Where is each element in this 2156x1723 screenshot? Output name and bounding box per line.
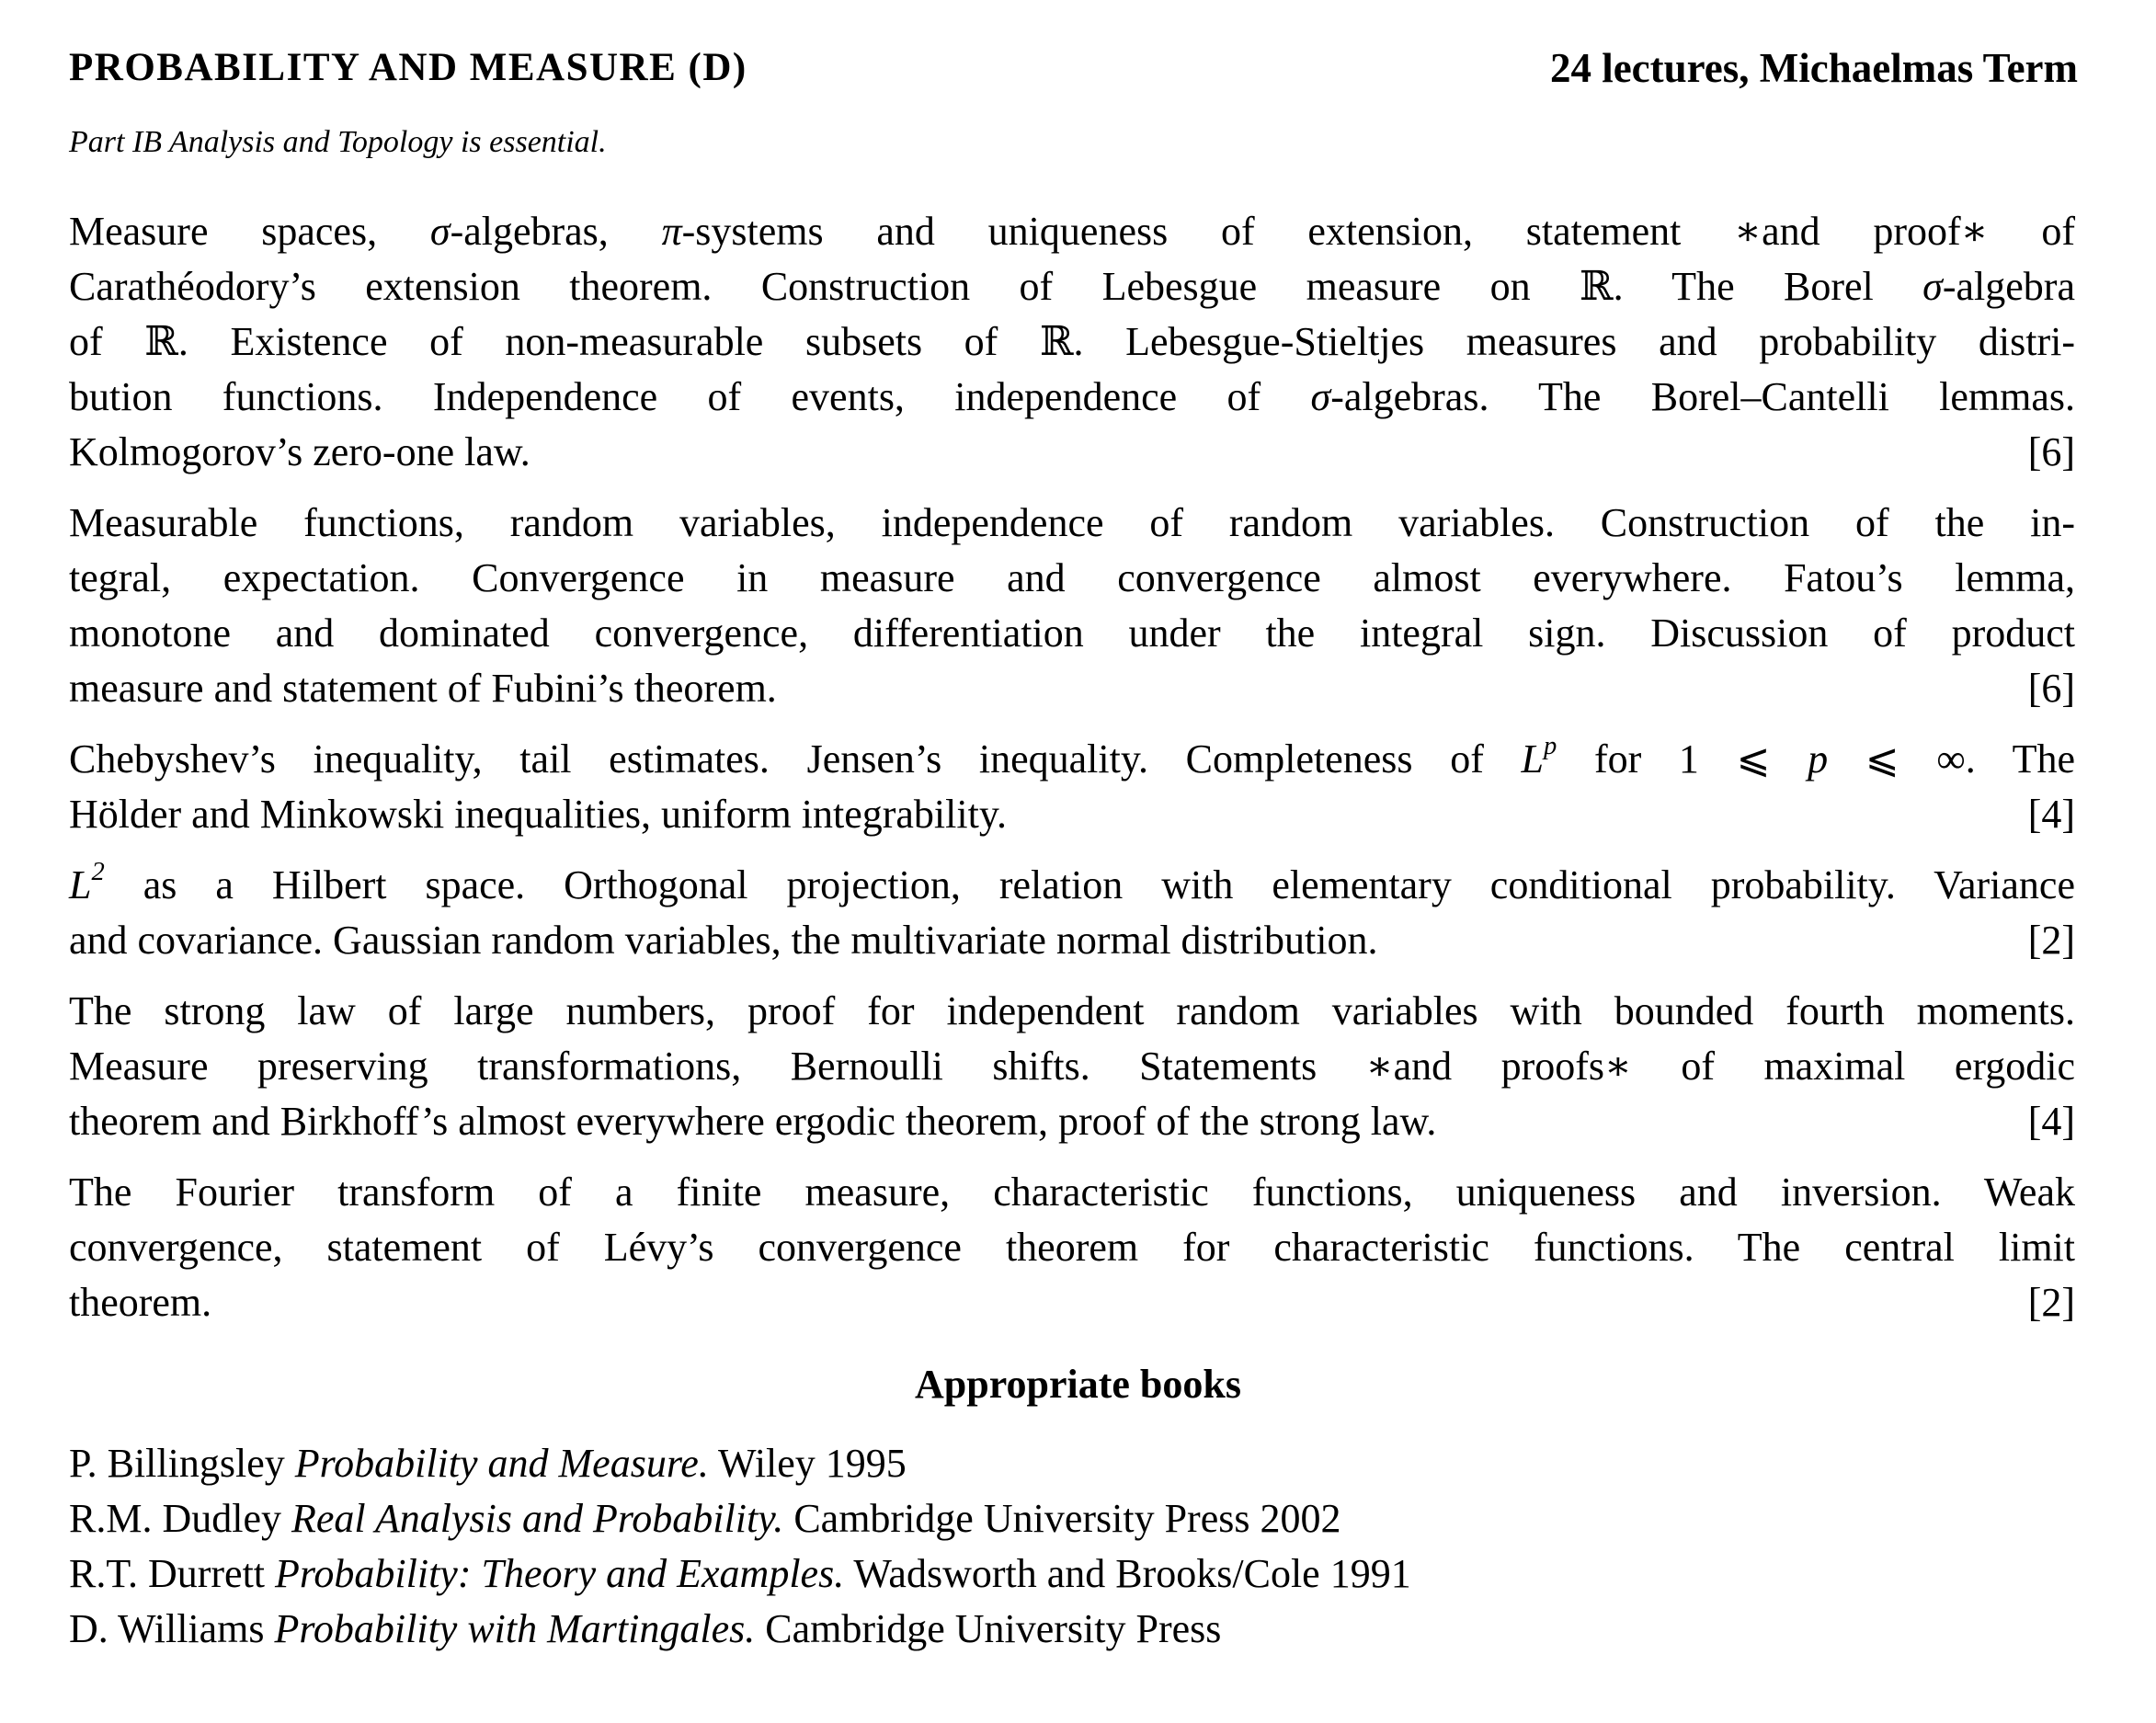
syllabus-line-text: theorem.: [69, 1280, 212, 1325]
lecture-count: [6]: [2027, 666, 2075, 711]
syllabus-line: [69, 1275, 2075, 1330]
book-publisher: Wadsworth and Brooks/Cole 1991: [844, 1551, 1411, 1596]
syllabus-line-text: measure and statement of Fubini’s theorem.: [69, 666, 777, 711]
syllabus-line: [69, 314, 2075, 370]
book-entry: [69, 1436, 907, 1491]
syllabus-line-text: Carathéodory’s extension theorem. Construction of Lebesgue measure on ℝ. The Borel σ-algebra: [69, 264, 2075, 309]
lecture-count: [2]: [2027, 918, 2075, 963]
book-title: Real Analysis and Probability.: [291, 1496, 784, 1541]
course-title: PROBABILITY AND MEASURE (D): [69, 46, 747, 89]
syllabus-line: [69, 661, 2075, 716]
syllabus-line: [69, 425, 2075, 480]
syllabus-line-text: bution functions. Independence of events, independence of σ-algebras. The Borel–Cantelli lemmas.: [69, 374, 2075, 419]
syllabus-line-text: theorem and Birkhoff’s almost everywhere ergodic theorem, proof of the strong law.: [69, 1099, 1437, 1144]
book-publisher: Cambridge University Press 2002: [783, 1496, 1341, 1541]
syllabus-line: [69, 204, 2075, 259]
book-entry: [69, 1546, 1411, 1602]
syllabus-line: [69, 370, 2075, 425]
book-author: R.M. Dudley: [69, 1496, 291, 1541]
book-title: Probability with Martingales.: [274, 1606, 756, 1651]
book-publisher: Wiley 1995: [708, 1441, 907, 1486]
syllabus-line-text: Measure preserving transformations, Bernoulli shifts. Statements ∗and proofs∗ of maximal ergodic: [69, 1044, 2075, 1089]
syllabus-line-text: Hölder and Minkowski inequalities, uniform integrability.: [69, 792, 1007, 837]
syllabus-line-text: monotone and dominated convergence, differentiation under the integral sign. Discussion of product: [69, 610, 2075, 656]
lecture-count: [4]: [2027, 792, 2075, 837]
math-symbol: σ: [1310, 374, 1331, 419]
book-entry: [69, 1491, 1340, 1546]
math-symbol: $L^p$: [1521, 731, 1557, 782]
syllabus-line: [69, 1220, 2075, 1275]
syllabus-line: [69, 984, 2075, 1039]
syllabus-line-text: $L^2$ as a Hilbert space. Orthogonal projection, relation with elementary conditional probability. Variance: [69, 857, 2075, 907]
syllabus-line: [69, 732, 2075, 787]
book-entry: [69, 1602, 1221, 1657]
syllabus-line: [69, 858, 2075, 913]
syllabus-line: [69, 1039, 2075, 1094]
syllabus-line-text: The Fourier transform of a finite measure, characteristic functions, uniqueness and inversion. Weak: [69, 1170, 2075, 1215]
syllabus-line: [69, 1165, 2075, 1220]
books-heading: Appropriate books: [915, 1362, 1241, 1407]
syllabus-line: [69, 787, 2075, 842]
syllabus-line-text: Chebyshev’s inequality, tail estimates. Jensen’s inequality. Completeness of $L^p$ for 1 ⩽ p ⩽ ∞. The: [69, 731, 2075, 782]
book-title: Probability and Measure.: [294, 1441, 709, 1486]
math-symbol: σ: [1922, 264, 1943, 309]
math-symbol: σ: [429, 209, 451, 254]
lecture-count: [2]: [2027, 1280, 2075, 1325]
math-symbol: π: [661, 209, 682, 254]
syllabus-line: [69, 259, 2075, 314]
syllabus-line-text: of ℝ. Existence of non-measurable subsets of ℝ. Lebesgue-Stieltjes measures and probability distri-: [69, 319, 2075, 364]
book-author: D. Williams: [69, 1606, 275, 1651]
book-author: P. Billingsley: [69, 1441, 295, 1486]
lecture-count: [4]: [2027, 1099, 2075, 1144]
prerequisite-note: Part IB Analysis and Topology is essential.: [69, 125, 607, 159]
book-publisher: Cambridge University Press: [755, 1606, 1222, 1651]
lecture-info: 24 lectures, Michaelmas Term: [1549, 45, 2078, 91]
syllabus-line: [69, 606, 2075, 661]
book-author: R.T. Durrett: [69, 1551, 276, 1596]
syllabus-line-text: Measure spaces, σ-algebras, π-systems and uniqueness of extension, statement ∗and proof∗ of: [69, 209, 2075, 254]
math-symbol: $L^2$: [69, 857, 105, 907]
syllabus-line-text: Measurable functions, random variables, independence of random variables. Construction of the in-: [69, 500, 2075, 545]
syllabus-line: [69, 913, 2075, 968]
syllabus-line-text: The strong law of large numbers, proof for independent random variables with bounded fourth moments.: [69, 988, 2075, 1033]
math-symbol: p: [1808, 736, 1829, 782]
book-title: Probability: Theory and Examples.: [275, 1551, 845, 1596]
syllabus-line-text: tegral, expectation. Convergence in measure and convergence almost everywhere. Fatou’s lemma,: [69, 555, 2075, 600]
syllabus-line: [69, 496, 2075, 551]
syllabus-line-text: Kolmogorov’s zero-one law.: [69, 429, 530, 474]
syllabus-line-text: convergence, statement of Lévy’s convergence theorem for characteristic functions. The central limit: [69, 1225, 2075, 1270]
syllabus-line-text: and covariance. Gaussian random variables, the multivariate normal distribution.: [69, 918, 1378, 963]
syllabus-line: [69, 551, 2075, 606]
syllabus-line: [69, 1094, 2075, 1149]
lecture-count: [6]: [2027, 429, 2075, 474]
